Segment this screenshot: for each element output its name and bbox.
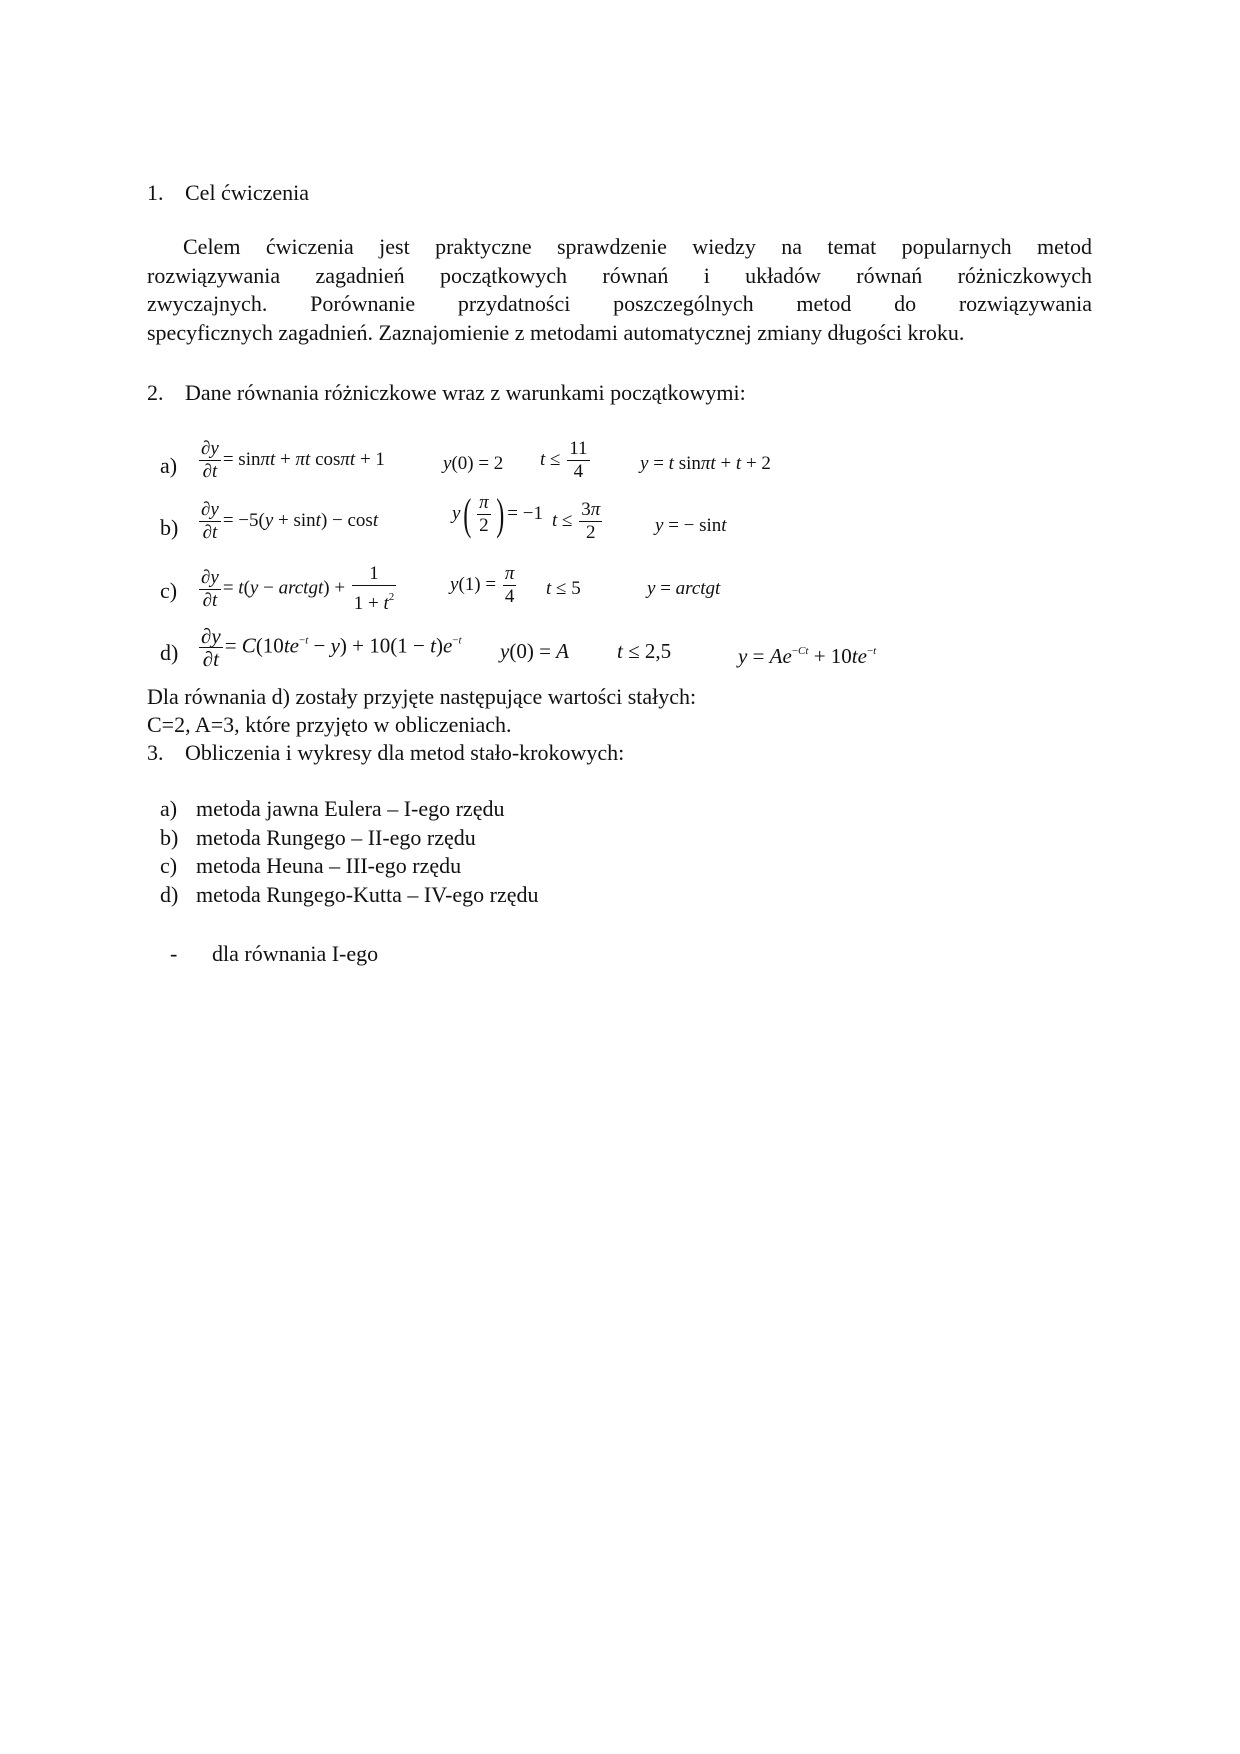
equation-d: $\frac{\partial y}{\partial t}$ = $C(10te^{-t} - y) + 10(1 - t)e^{-t}$ [201, 624, 462, 671]
initial-condition-b: y( $\frac{\pi}{2}$ ) = −1 [452, 489, 543, 539]
range-d: t ≤ 2,5 [617, 639, 672, 663]
list-item-text: metoda Rungego-Kutta – IV-ego rzędu [196, 881, 539, 907]
list-item-label: a) [160, 796, 178, 821]
range-b: t ≤ $\frac{3\pi}{2}$ [552, 499, 601, 543]
section3-heading: Obliczenia i wykresy dla metod stało-krokowych: [185, 740, 625, 765]
list-item-label: c) [160, 853, 178, 878]
solution-d: $y = Ae^{-Ct} + 10te^{-t}$ [738, 644, 877, 668]
section2-number: 2. [147, 380, 164, 405]
equation-c: $\frac{\partial y}{\partial t}$ = t(y − arctgt) + $\frac{1}{1 + t^2}$ [201, 563, 395, 614]
paragraph-line: Celem ćwiczenia jest praktyczne sprawdzenie wiedzy na temat popularnych metod [183, 234, 1092, 259]
list-item-label: b) [160, 824, 179, 850]
initial-condition-a: y(0) = 2 [443, 453, 504, 474]
bullet-dash: - [170, 941, 178, 966]
initial-condition-d: y(0) = A [500, 639, 569, 663]
equation-label-b: b) [160, 515, 179, 540]
range-a: t ≤ $\frac{11}{4}$ [540, 438, 588, 482]
solution-c: y = arctgt [647, 578, 721, 599]
solution-b: y = − sint [655, 515, 727, 536]
equation-label-d: d) [160, 640, 179, 665]
list-item-text: metoda Rungego – II-ego rzędu [196, 824, 476, 850]
section1-paragraph [147, 233, 1092, 347]
solution-a: y = t sinπt + t + 2 [640, 453, 771, 474]
paragraph-line: rozwiązywania zagadnień początkowych równań i układów równań różniczkowych [147, 262, 1092, 288]
constants-line-2: C=2, A=3, które przyjęto w obliczeniach. [147, 712, 512, 737]
section1-heading: Cel ćwiczenia [185, 180, 309, 205]
section1-number: 1. [147, 180, 164, 205]
initial-condition-c: y(1) = $\frac{\pi}{4}$ [450, 563, 515, 607]
constants-line-1: Dla równania d) zostały przyjęte następujące wartości stałych: [147, 684, 697, 709]
bullet-text: dla równania I-ego [212, 941, 379, 966]
section3-number: 3. [147, 740, 164, 765]
paragraph-line: zwyczajnych. Porównanie przydatności poszczególnych metod do rozwiązywania [147, 291, 1092, 316]
list-item-text: metoda Heuna – III-ego rzędu [196, 853, 462, 878]
paragraph-line: specyficznych zagadnień. Zaznajomienie z metodami automatycznej zmiany długości kroku. [147, 319, 965, 345]
section2-heading: Dane równania różniczkowe wraz z warunkami początkowymi: [185, 380, 746, 405]
equation-label-c: c) [160, 578, 178, 603]
equation-b: $\frac{\partial y}{\partial t}$ = −5(y + sint) − cost [201, 499, 379, 543]
list-item-label: d) [160, 881, 179, 907]
range-c: t ≤ 5 [546, 578, 581, 599]
equation-label-a: a) [160, 453, 178, 478]
list-item-text: metoda jawna Eulera – I-ego rzędu [196, 796, 505, 821]
equation-a: $\frac{\partial y}{\partial t}$ = sinπt + πt cosπt + 1 [201, 438, 385, 482]
